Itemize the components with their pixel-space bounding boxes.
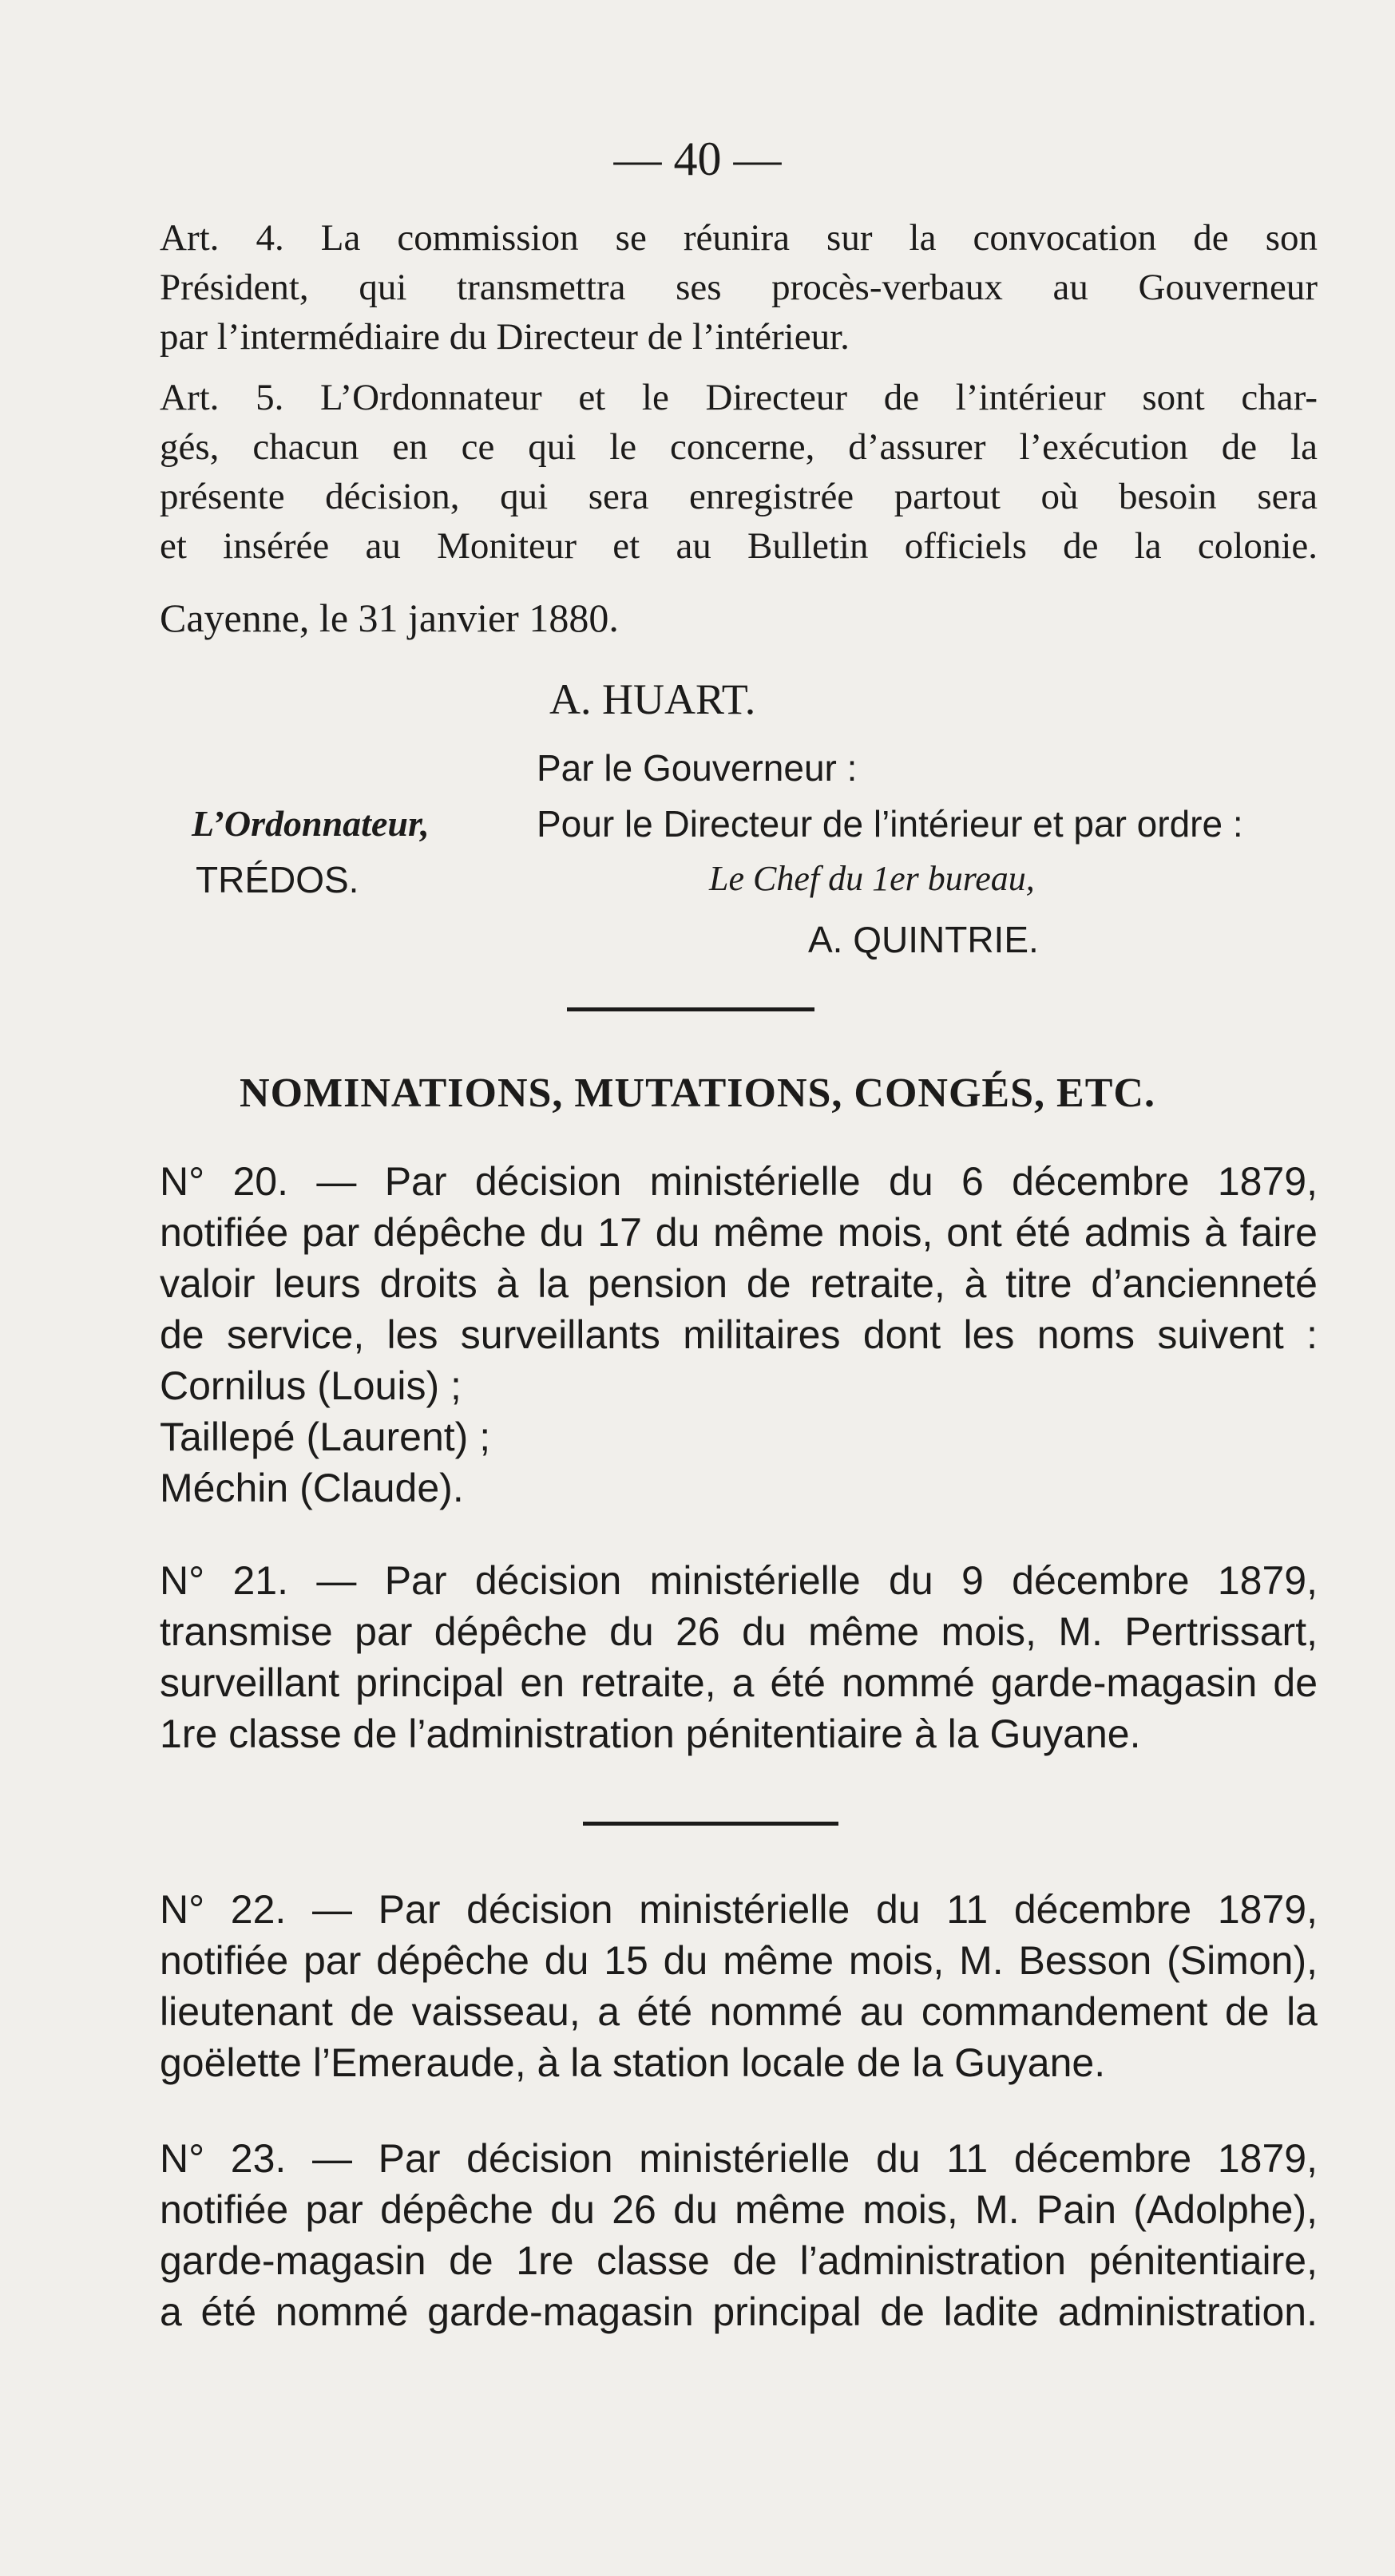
n20-line-2: notifiée par dépêche du 17 du même mois, ont été admis à faire — [160, 1210, 1318, 1255]
chef-bureau-title: Le Chef du 1er bureau, — [709, 859, 1035, 898]
n23-line-3: garde-magasin de 1re classe de l’administration pénitentiaire, — [160, 2238, 1318, 2283]
article-5-line-3: présente décision, qui sera enregistrée partout où besoin sera — [160, 476, 1318, 517]
n23-line-4: a été nommé garde-magasin principal de ladite administration. — [160, 2289, 1318, 2334]
directeur-line: Pour le Directeur de l’intérieur et par ordre : — [537, 803, 1243, 845]
section-heading: NOMINATIONS, MUTATIONS, CONGÉS, ETC. — [240, 1070, 1155, 1116]
article-4-line-1: Art. 4. La commission se réunira sur la convocation de son — [160, 217, 1318, 259]
n20-name-2: Taillepé (Laurent) ; — [160, 1415, 491, 1459]
n22-line-3: lieutenant de vaisseau, a été nommé au commandement de la — [160, 1989, 1318, 2034]
n21-line-1: N° 21. — Par décision ministérielle du 9 décembre 1879, — [160, 1558, 1318, 1603]
n20-line-1: N° 20. — Par décision ministérielle du 6 décembre 1879, — [160, 1159, 1318, 1204]
n20-line-3: valoir leurs droits à la pension de retraite, à titre d’ancienneté — [160, 1261, 1318, 1306]
article-5-line-1: Art. 5. L’Ordonnateur et le Directeur de l’intérieur sont char- — [160, 377, 1318, 418]
entry-n22 — [160, 1884, 1318, 2088]
article-4-line-2: Président, qui transmettra ses procès-verbaux au Gouverneur — [160, 267, 1318, 308]
entry-n23 — [160, 2133, 1318, 2337]
article-5-line-2: gés, chacun en ce qui le concerne, d’assurer l’exécution de la — [160, 426, 1318, 468]
n21-line-3: surveillant principal en retraite, a été nommé garde-magasin de — [160, 1660, 1318, 1705]
n21-line-2: transmise par dépêche du 26 du même mois, M. Pertrissart, — [160, 1609, 1318, 1654]
entry-divider — [583, 1822, 838, 1826]
article-5 — [160, 375, 1318, 568]
section-divider — [567, 1007, 814, 1011]
n20-line-4: de service, les surveillants militaires dont les noms suivent : — [160, 1312, 1318, 1357]
article-4-line-3: par l’intermédiaire du Directeur de l’intérieur. — [160, 316, 850, 358]
n23-line-2: notifiée par dépêche du 26 du même mois, M. Pain (Adolphe), — [160, 2187, 1318, 2232]
ordonnateur-name: TRÉDOS. — [196, 859, 359, 900]
n20-name-1: Cornilus (Louis) ; — [160, 1363, 462, 1408]
n22-line-2: notifiée par dépêche du 15 du même mois, M. Besson (Simon), — [160, 1938, 1318, 1983]
article-5-line-4: et insérée au Moniteur et au Bulletin officiels de la colonie. — [160, 525, 1318, 567]
page-number: — 40 — — [613, 133, 782, 185]
ordonnateur-title: L’Ordonnateur, — [192, 803, 430, 844]
entry-n21 — [160, 1555, 1318, 1759]
chef-name: A. QUINTRIE. — [808, 919, 1039, 960]
governor-signature: A. HUART. — [549, 675, 756, 723]
n23-line-1: N° 23. — Par décision ministérielle du 11 décembre 1879, — [160, 2136, 1318, 2181]
n22-line-1: N° 22. — Par décision ministérielle du 11 décembre 1879, — [160, 1887, 1318, 1932]
article-4 — [160, 216, 1318, 359]
n20-name-3: Méchin (Claude). — [160, 1466, 464, 1510]
n22-line-4: goëlette l’Emeraude, à la station locale de la Guyane. — [160, 2040, 1106, 2085]
n21-line-4: 1re classe de l’administration pénitentiaire à la Guyane. — [160, 1711, 1141, 1756]
par-le-gouverneur: Par le Gouverneur : — [537, 747, 858, 789]
date-line: Cayenne, le 31 janvier 1880. — [160, 596, 619, 640]
entry-n20 — [160, 1156, 1318, 1514]
